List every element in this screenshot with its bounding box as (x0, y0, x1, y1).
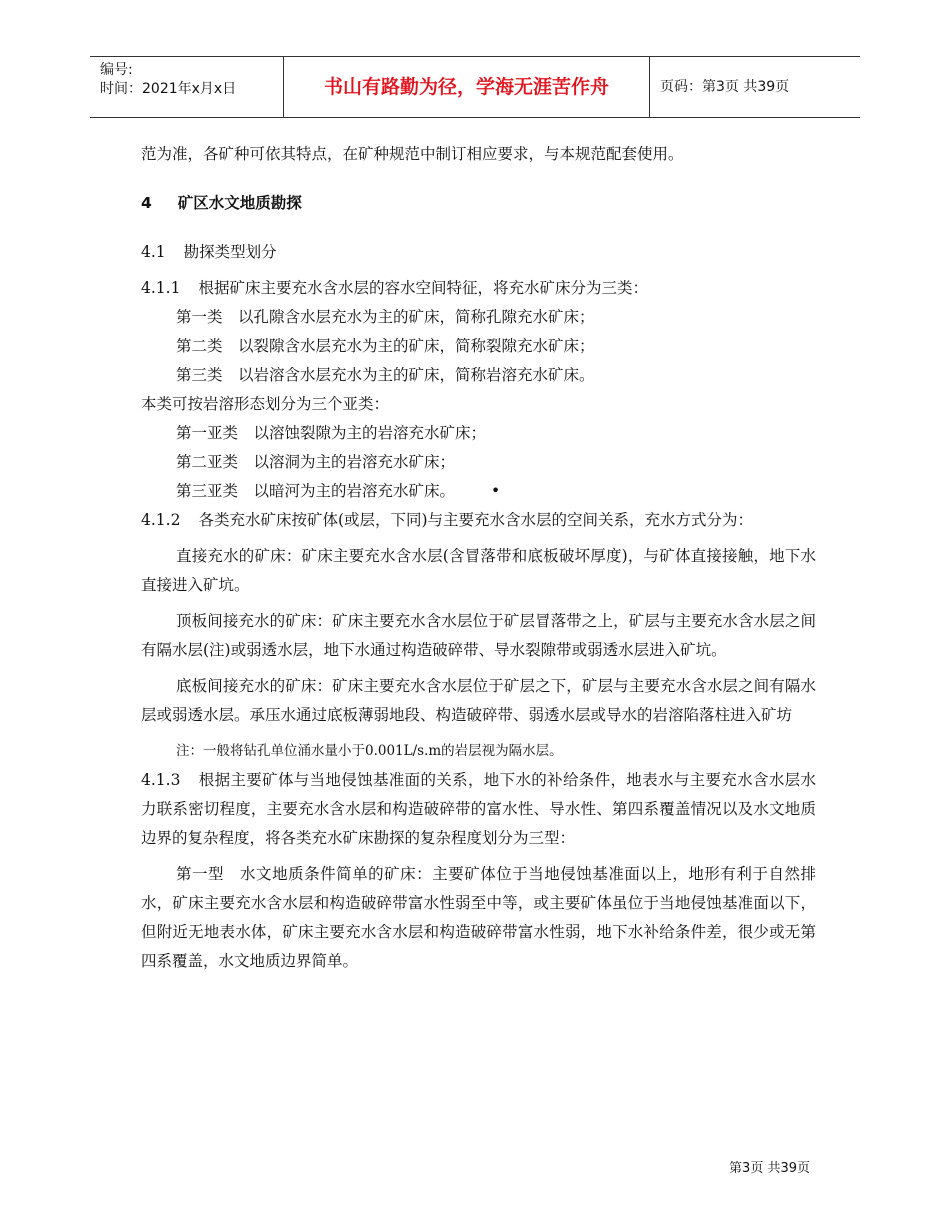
clause-text: 根据主要矿体与当地侵蚀基准面的关系，地下水的补给条件，地表水与主要充水含水层水力联系密切程度，主要充水含水层和构造破碎带的富水性、导水性、第四系覆盖情况以及水文地质边界的复杂程度，将各类充水矿床勘探的复杂程度划分为三型： (141, 771, 816, 847)
paragraph: 底板间接充水的矿床：矿床主要充水含水层位于矿层之下，矿层与主要充水含水层之间有隔水层或弱透水层。承压水通过底板薄弱地段、构造破碎带、弱透水层或导水的岩溶陷落柱进入矿坊 (141, 677, 816, 724)
clause-number: 4.1.1 (141, 279, 181, 297)
header-page-info: 页码：第3页 共39页 (660, 79, 790, 95)
list-item: 第三类 以岩溶含水层充水为主的矿床，简称岩溶充水矿床。 (176, 366, 595, 384)
subtype-intro: 本类可按岩溶形态划分为三个亚类： (141, 395, 390, 413)
paragraph: 顶板间接充水的矿床：矿床主要充水含水层位于矿层冒落带之上，矿层与主要充水含水层之间有隔水层(注)或弱透水层，地下水通过构造破碎带、导水裂隙带或弱透水层进入矿坑。 (141, 612, 816, 659)
header-meta (100, 61, 236, 99)
document-body (141, 140, 816, 976)
clause-4-1-2 (141, 506, 816, 535)
clause-number: 4.1.3 (141, 771, 181, 789)
clause-text: 根据矿床主要充水含水层的容水空间特征，将充水矿床分为三类： (198, 279, 648, 297)
doc-number-label: 编号: (100, 62, 133, 78)
list-item: 第二亚类 以溶洞为主的岩溶充水矿床； (176, 453, 456, 471)
intro-paragraph: 范为准，各矿种可依其特点，在矿种规范中制订相应要求，与本规范配套使用。 (141, 145, 684, 163)
list-item-text: 第三亚类 以暗河为主的岩溶充水矿床。 (176, 482, 456, 500)
page-header (90, 56, 860, 118)
header-divider (649, 57, 650, 117)
subsection-heading-4-1 (141, 238, 816, 267)
clause-4-1-3 (141, 766, 816, 853)
section-heading-4 (141, 189, 816, 218)
list-item: 第二类 以裂隙含水层充水为主的矿床，简称裂隙充水矿床； (176, 337, 595, 355)
paragraph: 第一型 水文地质条件简单的矿床：主要矿体位于当地侵蚀基准面以上，地形有利于自然排水，矿床主要充水含水层和构造破碎带富水性弱至中等，或主要矿体虽位于当地侵蚀基准面以下，但附近无地表水体，矿床主要充水含水层和构造破碎带富水性弱，地下水补给条件差，很少或无第四系覆盖，水文地质边界简单。 (141, 865, 816, 970)
section-title: 矿区水文地质勘探 (177, 194, 302, 212)
doc-time: 时间：2021年x月x日 (100, 81, 237, 97)
clause-text: 各类充水矿床按矿体(或层，下同)与主要充水含水层的空间关系，充水方式分为： (198, 511, 754, 529)
list-item: 第一类 以孔隙含水层充水为主的矿床，简称孔隙充水矿床； (176, 308, 595, 326)
clause-number: 4.1.2 (141, 511, 181, 529)
list-item (141, 477, 816, 506)
header-motto: 书山有路勤为径，学海无涯苦作舟 (323, 76, 609, 98)
page-footer: 第3页 共39页 (729, 1161, 810, 1176)
section-number: 4 (141, 194, 152, 212)
subsection-number: 4.1 (141, 243, 166, 261)
paragraph: 直接充水的矿床：矿床主要充水含水层(含冒落带和底板破坏厚度)，与矿体直接接触，地下水直接进入矿坑。 (141, 547, 816, 594)
list-item: 第一亚类 以溶蚀裂隙为主的岩溶充水矿床； (176, 424, 487, 442)
stray-dot: • (491, 482, 501, 500)
clause-4-1-1 (141, 274, 816, 303)
subsection-title: 勘探类型划分 (183, 243, 277, 261)
note: 注：一般将钻孔单位涌水量小于0.001L/s.m的岩层视为隔水层。 (176, 743, 563, 759)
